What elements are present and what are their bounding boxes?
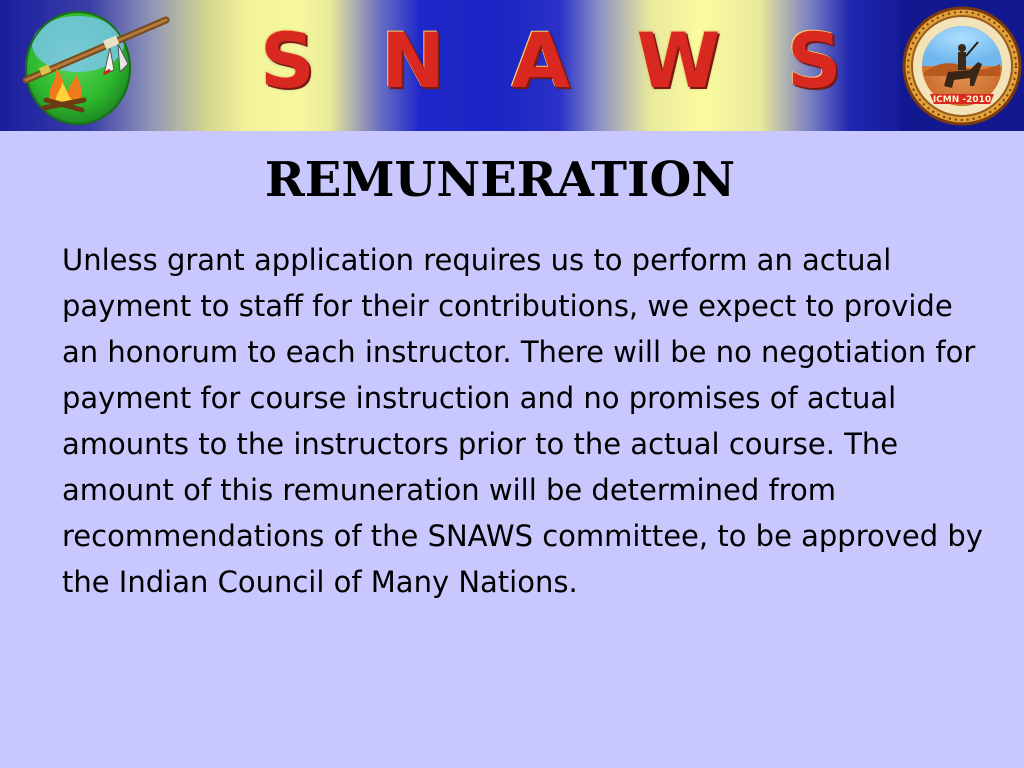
header-banner (0, 0, 1024, 131)
slide-body-text: Unless grant application requires us to perform an actual payment to staff for their contributions, we expect to provide an honorum to each instructor. There will be no negotiation for payment for course instruction and no promises of actual amounts to the instructors prior to the actual course. The amount of this remuneration will be determined from recommendations of the SNAWS committee, to be approved by the Indian Council of Many Nations. (62, 243, 983, 599)
seal-ribbon-text: ICMN -2010 (932, 95, 992, 105)
slide-title: REMUNERATION (264, 152, 736, 208)
campfire-logo-icon (18, 4, 178, 128)
horse-rider-seal-icon (900, 0, 1024, 131)
banner-title: S N A W S (260, 16, 862, 105)
